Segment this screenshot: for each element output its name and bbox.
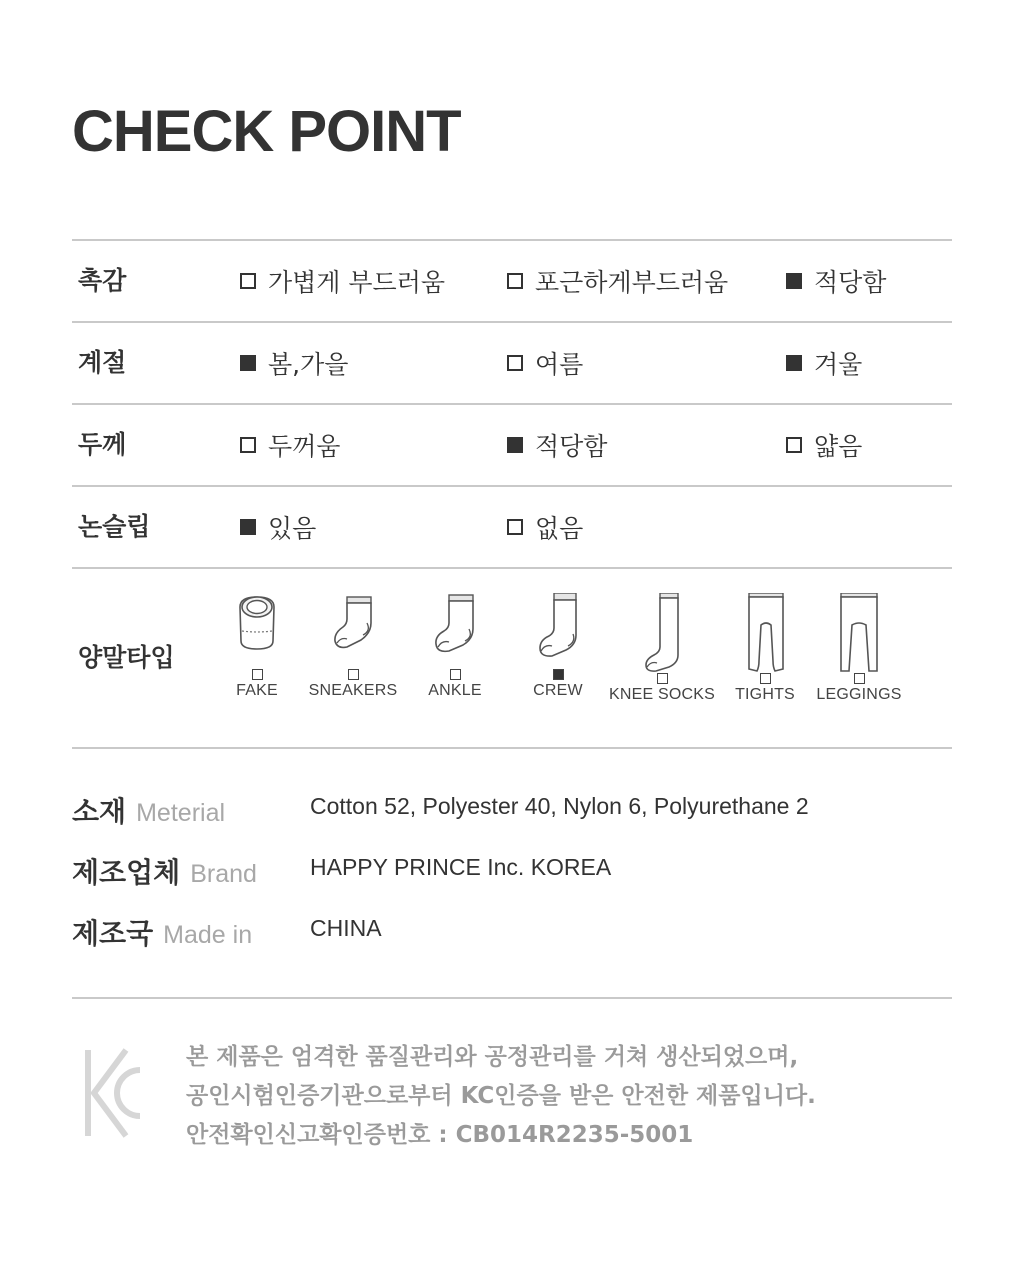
sock-type-label: CREW [533, 682, 583, 699]
option: 없음 [507, 487, 583, 567]
kc-notice-line: 공인시험인증기관으로부터 KC인증을 받은 안전한 제품입니다. [186, 1083, 816, 1109]
row-thickness [72, 405, 952, 487]
leggings-icon [829, 593, 889, 673]
sneakers-sock-icon [323, 593, 383, 657]
checkbox [854, 673, 865, 684]
checkbox [450, 669, 461, 680]
spec-value: HAPPY PRINCE Inc. KOREA [310, 854, 612, 880]
sock-type-fake [202, 593, 312, 700]
sock-type-label: TIGHTS [735, 686, 795, 703]
spec-label-en: Made in [163, 921, 253, 949]
spec-label-en: Brand [190, 860, 257, 888]
checkbox [240, 519, 256, 535]
checkbox [348, 669, 359, 680]
spec-material [72, 790, 952, 830]
kc-notice [186, 1038, 816, 1155]
check-point-table [72, 239, 952, 749]
option: 두꺼움 [240, 405, 340, 485]
kc-mark-icon [82, 1046, 144, 1140]
row-label: 두께 [78, 430, 127, 459]
kc-notice-line: 안전확인신고확인증번호 : CB014R2235-5001 [186, 1122, 694, 1148]
row-sock-type [72, 569, 952, 749]
checkbox [786, 437, 802, 453]
spec-value: CHINA [310, 915, 382, 941]
checkbox [786, 273, 802, 289]
sock-type-ankle [400, 593, 510, 700]
checkbox [507, 437, 523, 453]
option: 포근하게부드러움 [507, 241, 728, 321]
checkbox [240, 437, 256, 453]
option: 적당함 [507, 405, 607, 485]
sock-type-label: KNEE SOCKS [608, 686, 716, 703]
sock-type-label: ANKLE [428, 682, 482, 699]
checkbox [507, 355, 523, 371]
checkbox [252, 669, 263, 680]
crew-sock-icon [528, 593, 588, 657]
option: 여름 [507, 323, 583, 403]
row-non-slip [72, 487, 952, 569]
checkbox [507, 273, 523, 289]
sock-type-knee [607, 593, 717, 704]
spec-brand [72, 851, 952, 891]
row-label: 촉감 [78, 266, 127, 295]
checkbox [786, 355, 802, 371]
kc-notice-line: 본 제품은 엄격한 품질관리와 공정관리를 거쳐 생산되었으며, [186, 1044, 799, 1070]
row-texture [72, 241, 952, 323]
spec-label-ko: 제조국 [72, 917, 154, 950]
checkbox [240, 273, 256, 289]
checkbox [553, 669, 564, 680]
sock-type-crew [503, 593, 613, 700]
sock-type-leggings [804, 593, 914, 704]
knee-sock-icon [632, 593, 692, 673]
sock-type-sneakers [298, 593, 408, 700]
row-label: 논슬립 [78, 512, 151, 541]
ankle-sock-icon [425, 593, 485, 657]
divider [72, 997, 952, 999]
checkbox [240, 355, 256, 371]
option: 있음 [240, 487, 316, 567]
checkbox [657, 673, 668, 684]
spec-value: Cotton 52, Polyester 40, Nylon 6, Polyurethane 2 [310, 793, 809, 819]
spec-label-ko: 소재 [72, 795, 127, 828]
sock-type-label: LEGGINGS [816, 686, 902, 703]
option: 가볍게 부드러움 [240, 241, 445, 321]
spec-made-in [72, 912, 952, 952]
checkbox [507, 519, 523, 535]
spec-label-ko: 제조업체 [72, 856, 181, 889]
sock-type-label: SNEAKERS [308, 682, 398, 699]
option: 봄,가을 [240, 323, 348, 403]
option: 겨울 [786, 323, 862, 403]
spec-label-en: Meterial [136, 799, 226, 827]
fake-sock-icon [227, 593, 287, 657]
checkbox [760, 673, 771, 684]
tights-icon [735, 593, 795, 673]
option: 적당함 [786, 241, 886, 321]
row-label: 양말타입 [78, 643, 175, 672]
row-season [72, 323, 952, 405]
sock-type-label: FAKE [236, 682, 278, 699]
page-title: CHECK POINT [72, 99, 461, 164]
option: 얇음 [786, 405, 862, 485]
row-label: 계절 [78, 348, 127, 377]
